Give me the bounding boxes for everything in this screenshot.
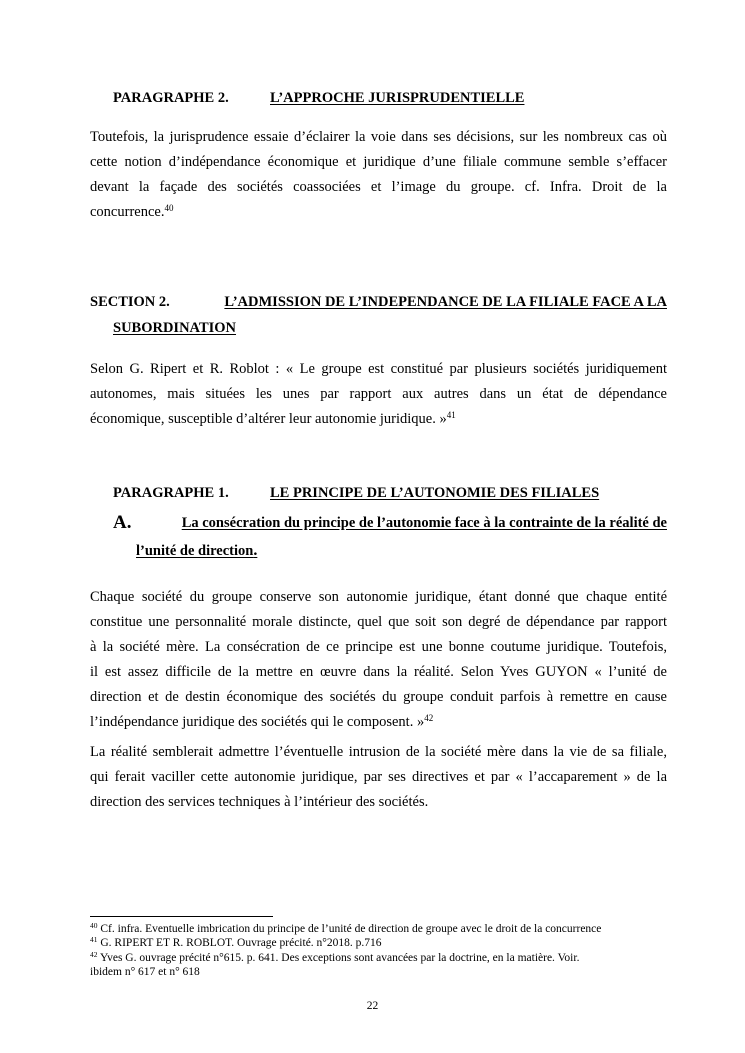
section2-label: SECTION 2. <box>90 294 170 310</box>
text-line-with-ref <box>90 407 667 432</box>
paragraphe1-title: LE PRINCIPE DE L’AUTONOMIE DES FILIALES <box>270 485 600 501</box>
subheading-a-line2: l’unité de direction <box>136 543 254 559</box>
section2-title-line2: SUBORDINATION <box>113 320 237 336</box>
subheading-a-line2-end: . <box>253 542 258 559</box>
footnote-number: 41 <box>90 935 98 944</box>
footnote-42 <box>90 951 579 965</box>
text-line: devant la façade des sociétés coassociées et l’image du groupe. cf. Infra. Droit de la <box>90 179 667 195</box>
paragraphe2-label: PARAGRAPHE 2. <box>113 90 229 106</box>
text-line: concurrence. <box>90 204 165 220</box>
section2-title-line1: L’ADMISSION DE L’INDEPENDANCE DE LA FILIALE FACE A LA <box>224 294 667 310</box>
text-line: constitue une personnalité morale distincte, quel que soit son degré de dépendance par rapport <box>90 614 667 630</box>
text-line: direction et de destin économique des sociétés du groupe conduit parfois à remettre en cause <box>90 689 667 705</box>
text-line: à la société mère. La consécration de ce principe est une bonne coutume juridique. Toutefois, <box>90 639 667 655</box>
footnote-separator <box>90 916 273 917</box>
footnote-ref[interactable]: 40 <box>164 203 174 213</box>
ripert-paragraph <box>90 357 667 432</box>
footnote-number: 42 <box>90 950 98 959</box>
paragraphe2-heading <box>113 90 525 107</box>
text-line: Toutefois, la jurisprudence essaie d’éclairer la voie dans ses décisions, sur les nombreux cas où <box>90 129 667 145</box>
footnote-text: Cf. infra. Eventuelle imbrication du principe de l’unité de direction de groupe avec le droit de la concurrence <box>100 923 602 935</box>
subheading-a-line2-wrap <box>136 542 257 560</box>
footnote-text: G. RIPERT ET R. ROBLOT. Ouvrage précité. n°2018. p.716 <box>100 937 382 949</box>
footnote-42-continuation: ibidem n° 617 et n° 618 <box>90 966 200 978</box>
subheading-a-line1: La consécration du principe de l’autonomie face à la contrainte de la réalité de <box>181 515 667 531</box>
paragraphe1-label: PARAGRAPHE 1. <box>113 485 229 501</box>
intro-paragraph <box>90 125 667 225</box>
text-line: qui ferait vaciller cette autonomie juridique, par ses directives et par « l’accaparement » de la <box>90 769 667 785</box>
text-line: La réalité semblerait admettre l’éventuelle intrusion de la société mère dans la vie de sa filiale, <box>90 744 667 760</box>
realite-paragraph <box>90 740 667 815</box>
text-line: Chaque société du groupe conserve son autonomie juridique, étant donné que chaque entité <box>90 589 667 605</box>
footnote-ref[interactable]: 41 <box>446 410 456 420</box>
paragraphe1-heading <box>113 485 600 502</box>
paragraphe2-title: L’APPROCHE JURISPRUDENTIELLE <box>270 90 525 106</box>
subheading-a-letter: A. <box>113 512 132 533</box>
text-line: l’indépendance juridique des sociétés qui le composent. » <box>90 714 425 730</box>
section2-heading <box>90 294 667 311</box>
text-line: il est assez difficile de la mettre en œuvre dans la réalité. Selon Yves GUYON « l’unité de <box>90 664 667 680</box>
footnote-41 <box>90 936 382 950</box>
footnote-ref[interactable]: 42 <box>424 713 434 723</box>
text-line-with-ref <box>90 200 667 225</box>
page-number: 22 <box>366 1000 379 1012</box>
footnote-number: 40 <box>90 921 98 930</box>
text-line: économique, susceptible d’altérer leur autonomie juridique. » <box>90 411 447 427</box>
text-line: direction des services techniques à l’intérieur des sociétés. <box>90 794 429 810</box>
text-line: cette notion d’indépendance économique et juridique d’une filiale commune semble s’effacer <box>90 154 667 170</box>
subheading-a <box>113 512 667 534</box>
text-line: Selon G. Ripert et R. Roblot : « Le groupe est constitué par plusieurs sociétés juridiquement <box>90 361 667 377</box>
text-line-with-ref <box>90 710 667 735</box>
chaque-paragraph <box>90 585 667 735</box>
footnote-40 <box>90 922 601 936</box>
footnote-text: Yves G. ouvrage précité n°615. p. 641. Des exceptions sont avancées par la doctrine, en la matière. Voir. <box>99 952 580 964</box>
text-line: autonomes, mais situées les unes par rapport aux autres dans un état de dépendance <box>90 386 667 402</box>
